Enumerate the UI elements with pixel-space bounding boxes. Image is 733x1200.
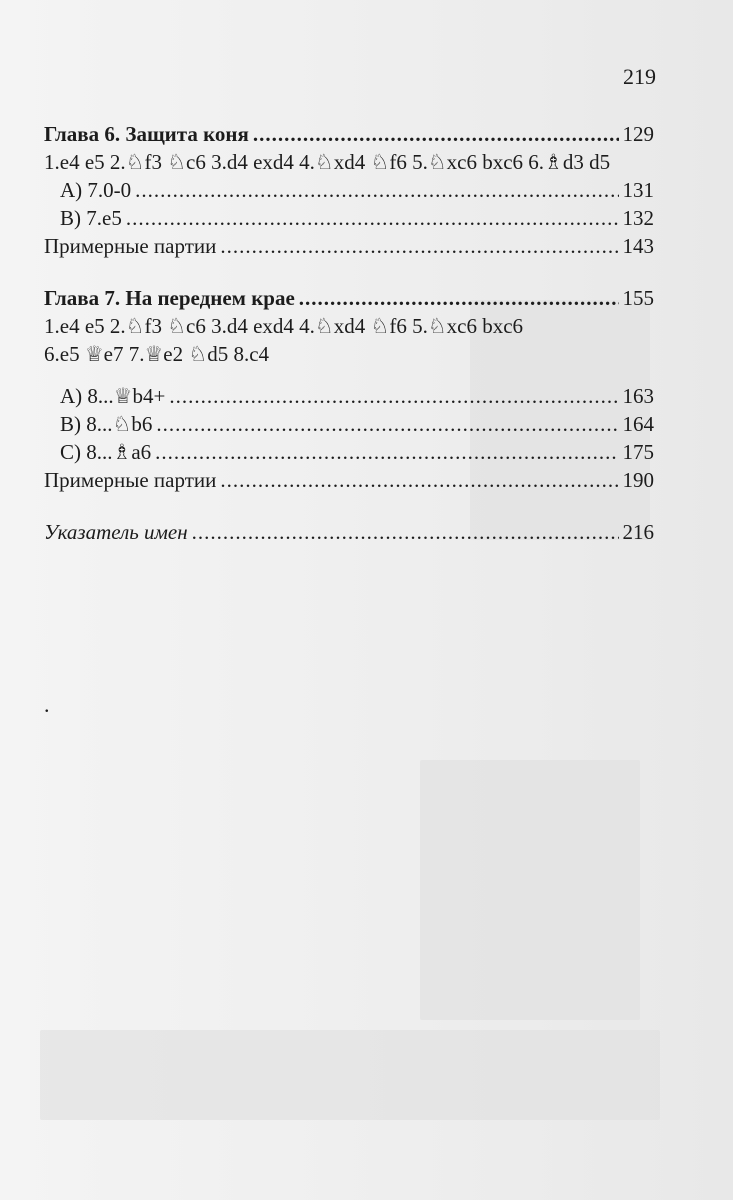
line-label: B) 8...♘b6 — [60, 412, 153, 436]
page-number: 219 — [623, 64, 656, 89]
dot-leader — [192, 520, 619, 545]
page-ref: 163 — [622, 384, 654, 408]
toc-line[interactable] — [44, 384, 654, 412]
toc-index[interactable] — [44, 520, 654, 548]
dot-leader — [220, 234, 618, 259]
chapter-title: Глава 7. На переднем крае — [44, 286, 295, 310]
line-label: C) 8...♗a6 — [60, 440, 152, 464]
page-ref: 143 — [622, 234, 654, 258]
dot-leader — [169, 384, 618, 409]
page-ref: 164 — [622, 412, 654, 436]
page-ref: 190 — [622, 468, 654, 492]
page-ref: 216 — [622, 520, 654, 544]
index-label: Указатель имен — [44, 520, 188, 544]
toc-games[interactable] — [44, 468, 654, 496]
page-ref: 175 — [622, 440, 654, 464]
page-ref: 155 — [622, 286, 654, 310]
dot-leader — [253, 122, 619, 147]
dot-leader — [126, 206, 619, 231]
page-ref: 131 — [622, 178, 654, 202]
toc-line[interactable] — [44, 440, 654, 468]
toc-line[interactable] — [44, 412, 654, 440]
dot-leader — [299, 286, 619, 311]
bleed-through-image — [40, 1030, 660, 1120]
chapter-moves: 1.e4 e5 2.♘f3 ♘c6 3.d4 exd4 4.♘xd4 ♘f6 5.♘xc6 bxc6 6.♗d3 d5 — [44, 150, 611, 174]
toc-line[interactable] — [44, 206, 654, 234]
games-label: Примерные партии — [44, 468, 217, 492]
line-label: A) 7.0-0 — [60, 178, 132, 202]
line-label: A) 8...♕b4+ — [60, 384, 166, 408]
games-label: Примерные партии — [44, 234, 217, 258]
bleed-through-image — [420, 760, 640, 1020]
dot-leader — [156, 412, 618, 437]
line-label: B) 7.e5 — [60, 206, 122, 230]
stray-mark: . — [44, 692, 50, 717]
table-of-contents — [44, 122, 654, 548]
dot-leader — [135, 178, 618, 203]
page-ref: 129 — [622, 122, 654, 146]
dot-leader — [155, 440, 618, 465]
toc-chapter-7[interactable] — [44, 286, 654, 314]
chapter-title: Глава 6. Защита коня — [44, 122, 249, 146]
toc-games[interactable] — [44, 234, 654, 262]
toc-chapter-6[interactable] — [44, 122, 654, 150]
page-ref: 132 — [622, 206, 654, 230]
chapter-moves: 6.e5 ♕e7 7.♕e2 ♘d5 8.c4 — [44, 342, 270, 366]
toc-line[interactable] — [44, 178, 654, 206]
chapter-moves: 1.e4 e5 2.♘f3 ♘c6 3.d4 exd4 4.♘xd4 ♘f6 5.♘xc6 bxc6 — [44, 314, 524, 338]
dot-leader — [220, 468, 618, 493]
